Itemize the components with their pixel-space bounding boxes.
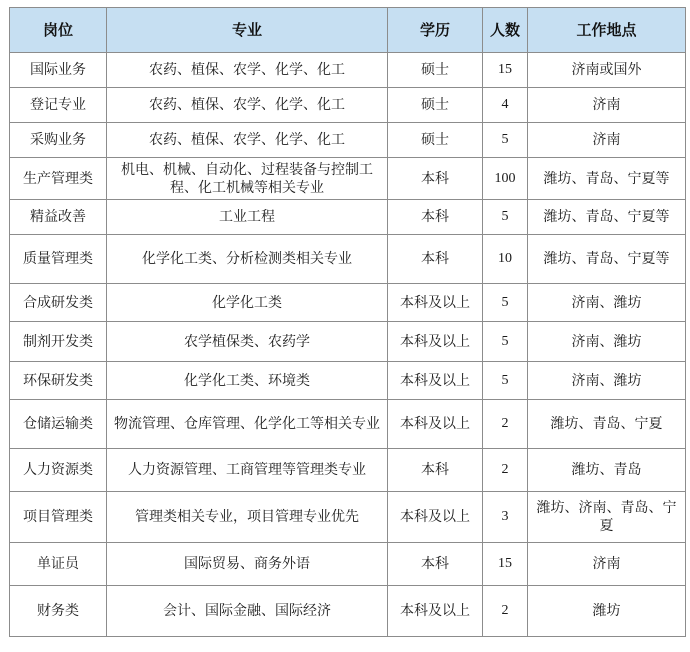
cell-count: 5	[483, 200, 528, 235]
cell-count: 5	[483, 284, 528, 322]
table-row	[10, 200, 686, 235]
cell-degree: 本科	[388, 158, 483, 200]
cell-degree: 本科	[388, 449, 483, 492]
cell-position: 财务类	[10, 586, 107, 637]
cell-position: 项目管理类	[10, 492, 107, 543]
cell-count: 4	[483, 88, 528, 123]
cell-count: 2	[483, 449, 528, 492]
cell-location: 济南、潍坊	[528, 322, 686, 362]
cell-location: 济南	[528, 88, 686, 123]
cell-location: 潍坊、济南、青岛、宁夏	[528, 492, 686, 543]
table-row	[10, 284, 686, 322]
table-row	[10, 362, 686, 400]
cell-degree: 本科及以上	[388, 400, 483, 449]
table-row	[10, 88, 686, 123]
cell-count: 2	[483, 400, 528, 449]
header-major: 专业	[107, 8, 388, 53]
table-row	[10, 53, 686, 88]
cell-position: 国际业务	[10, 53, 107, 88]
table-body	[10, 53, 686, 637]
cell-major: 管理类相关专业，项目管理专业优先	[107, 492, 388, 543]
cell-location: 济南、潍坊	[528, 284, 686, 322]
cell-position: 精益改善	[10, 200, 107, 235]
cell-position: 生产管理类	[10, 158, 107, 200]
cell-degree: 本科	[388, 543, 483, 586]
cell-major: 化学化工类、环境类	[107, 362, 388, 400]
cell-major: 农药、植保、农学、化学、化工	[107, 53, 388, 88]
cell-location: 潍坊、青岛、宁夏等	[528, 235, 686, 284]
cell-degree: 本科	[388, 235, 483, 284]
cell-count: 15	[483, 543, 528, 586]
cell-location: 济南	[528, 543, 686, 586]
cell-major: 农药、植保、农学、化学、化工	[107, 88, 388, 123]
cell-count: 15	[483, 53, 528, 88]
cell-degree: 本科及以上	[388, 586, 483, 637]
cell-position: 单证员	[10, 543, 107, 586]
cell-degree: 硕士	[388, 123, 483, 158]
cell-degree: 硕士	[388, 53, 483, 88]
cell-major: 农药、植保、农学、化学、化工	[107, 123, 388, 158]
table-row	[10, 123, 686, 158]
cell-location: 济南或国外	[528, 53, 686, 88]
header-position: 岗位	[10, 8, 107, 53]
cell-location: 潍坊、青岛、宁夏	[528, 400, 686, 449]
table-row	[10, 586, 686, 637]
header-degree: 学历	[388, 8, 483, 53]
cell-count: 5	[483, 123, 528, 158]
cell-position: 制剂开发类	[10, 322, 107, 362]
header-location: 工作地点	[528, 8, 686, 53]
cell-major: 人力资源管理、工商管理等管理类专业	[107, 449, 388, 492]
cell-major: 国际贸易、商务外语	[107, 543, 388, 586]
cell-count: 5	[483, 362, 528, 400]
table-row	[10, 449, 686, 492]
cell-degree: 硕士	[388, 88, 483, 123]
cell-degree: 本科	[388, 200, 483, 235]
cell-major: 机电、机械、自动化、过程装备与控制工程、化工机械等相关专业	[107, 158, 388, 200]
cell-major: 化学化工类、分析检测类相关专业	[107, 235, 388, 284]
cell-major: 工业工程	[107, 200, 388, 235]
cell-location: 济南、潍坊	[528, 362, 686, 400]
cell-count: 3	[483, 492, 528, 543]
table-header-row	[10, 8, 686, 53]
cell-degree: 本科及以上	[388, 322, 483, 362]
recruitment-table	[9, 7, 686, 637]
cell-position: 仓储运输类	[10, 400, 107, 449]
table-row	[10, 235, 686, 284]
table-row	[10, 158, 686, 200]
table-row	[10, 400, 686, 449]
cell-position: 人力资源类	[10, 449, 107, 492]
cell-position: 质量管理类	[10, 235, 107, 284]
cell-major: 会计、国际金融、国际经济	[107, 586, 388, 637]
cell-location: 济南	[528, 123, 686, 158]
table-row	[10, 543, 686, 586]
cell-major: 化学化工类	[107, 284, 388, 322]
table-row	[10, 492, 686, 543]
cell-major: 物流管理、仓库管理、化学化工等相关专业	[107, 400, 388, 449]
cell-position: 采购业务	[10, 123, 107, 158]
cell-position: 合成研发类	[10, 284, 107, 322]
cell-count: 2	[483, 586, 528, 637]
cell-major: 农学植保类、农药学	[107, 322, 388, 362]
cell-position: 登记专业	[10, 88, 107, 123]
cell-degree: 本科及以上	[388, 362, 483, 400]
cell-count: 10	[483, 235, 528, 284]
table-row	[10, 322, 686, 362]
cell-degree: 本科及以上	[388, 492, 483, 543]
header-count: 人数	[483, 8, 528, 53]
cell-location: 潍坊	[528, 586, 686, 637]
cell-location: 潍坊、青岛、宁夏等	[528, 158, 686, 200]
cell-location: 潍坊、青岛	[528, 449, 686, 492]
cell-location: 潍坊、青岛、宁夏等	[528, 200, 686, 235]
cell-count: 5	[483, 322, 528, 362]
cell-degree: 本科及以上	[388, 284, 483, 322]
cell-count: 100	[483, 158, 528, 200]
cell-position: 环保研发类	[10, 362, 107, 400]
